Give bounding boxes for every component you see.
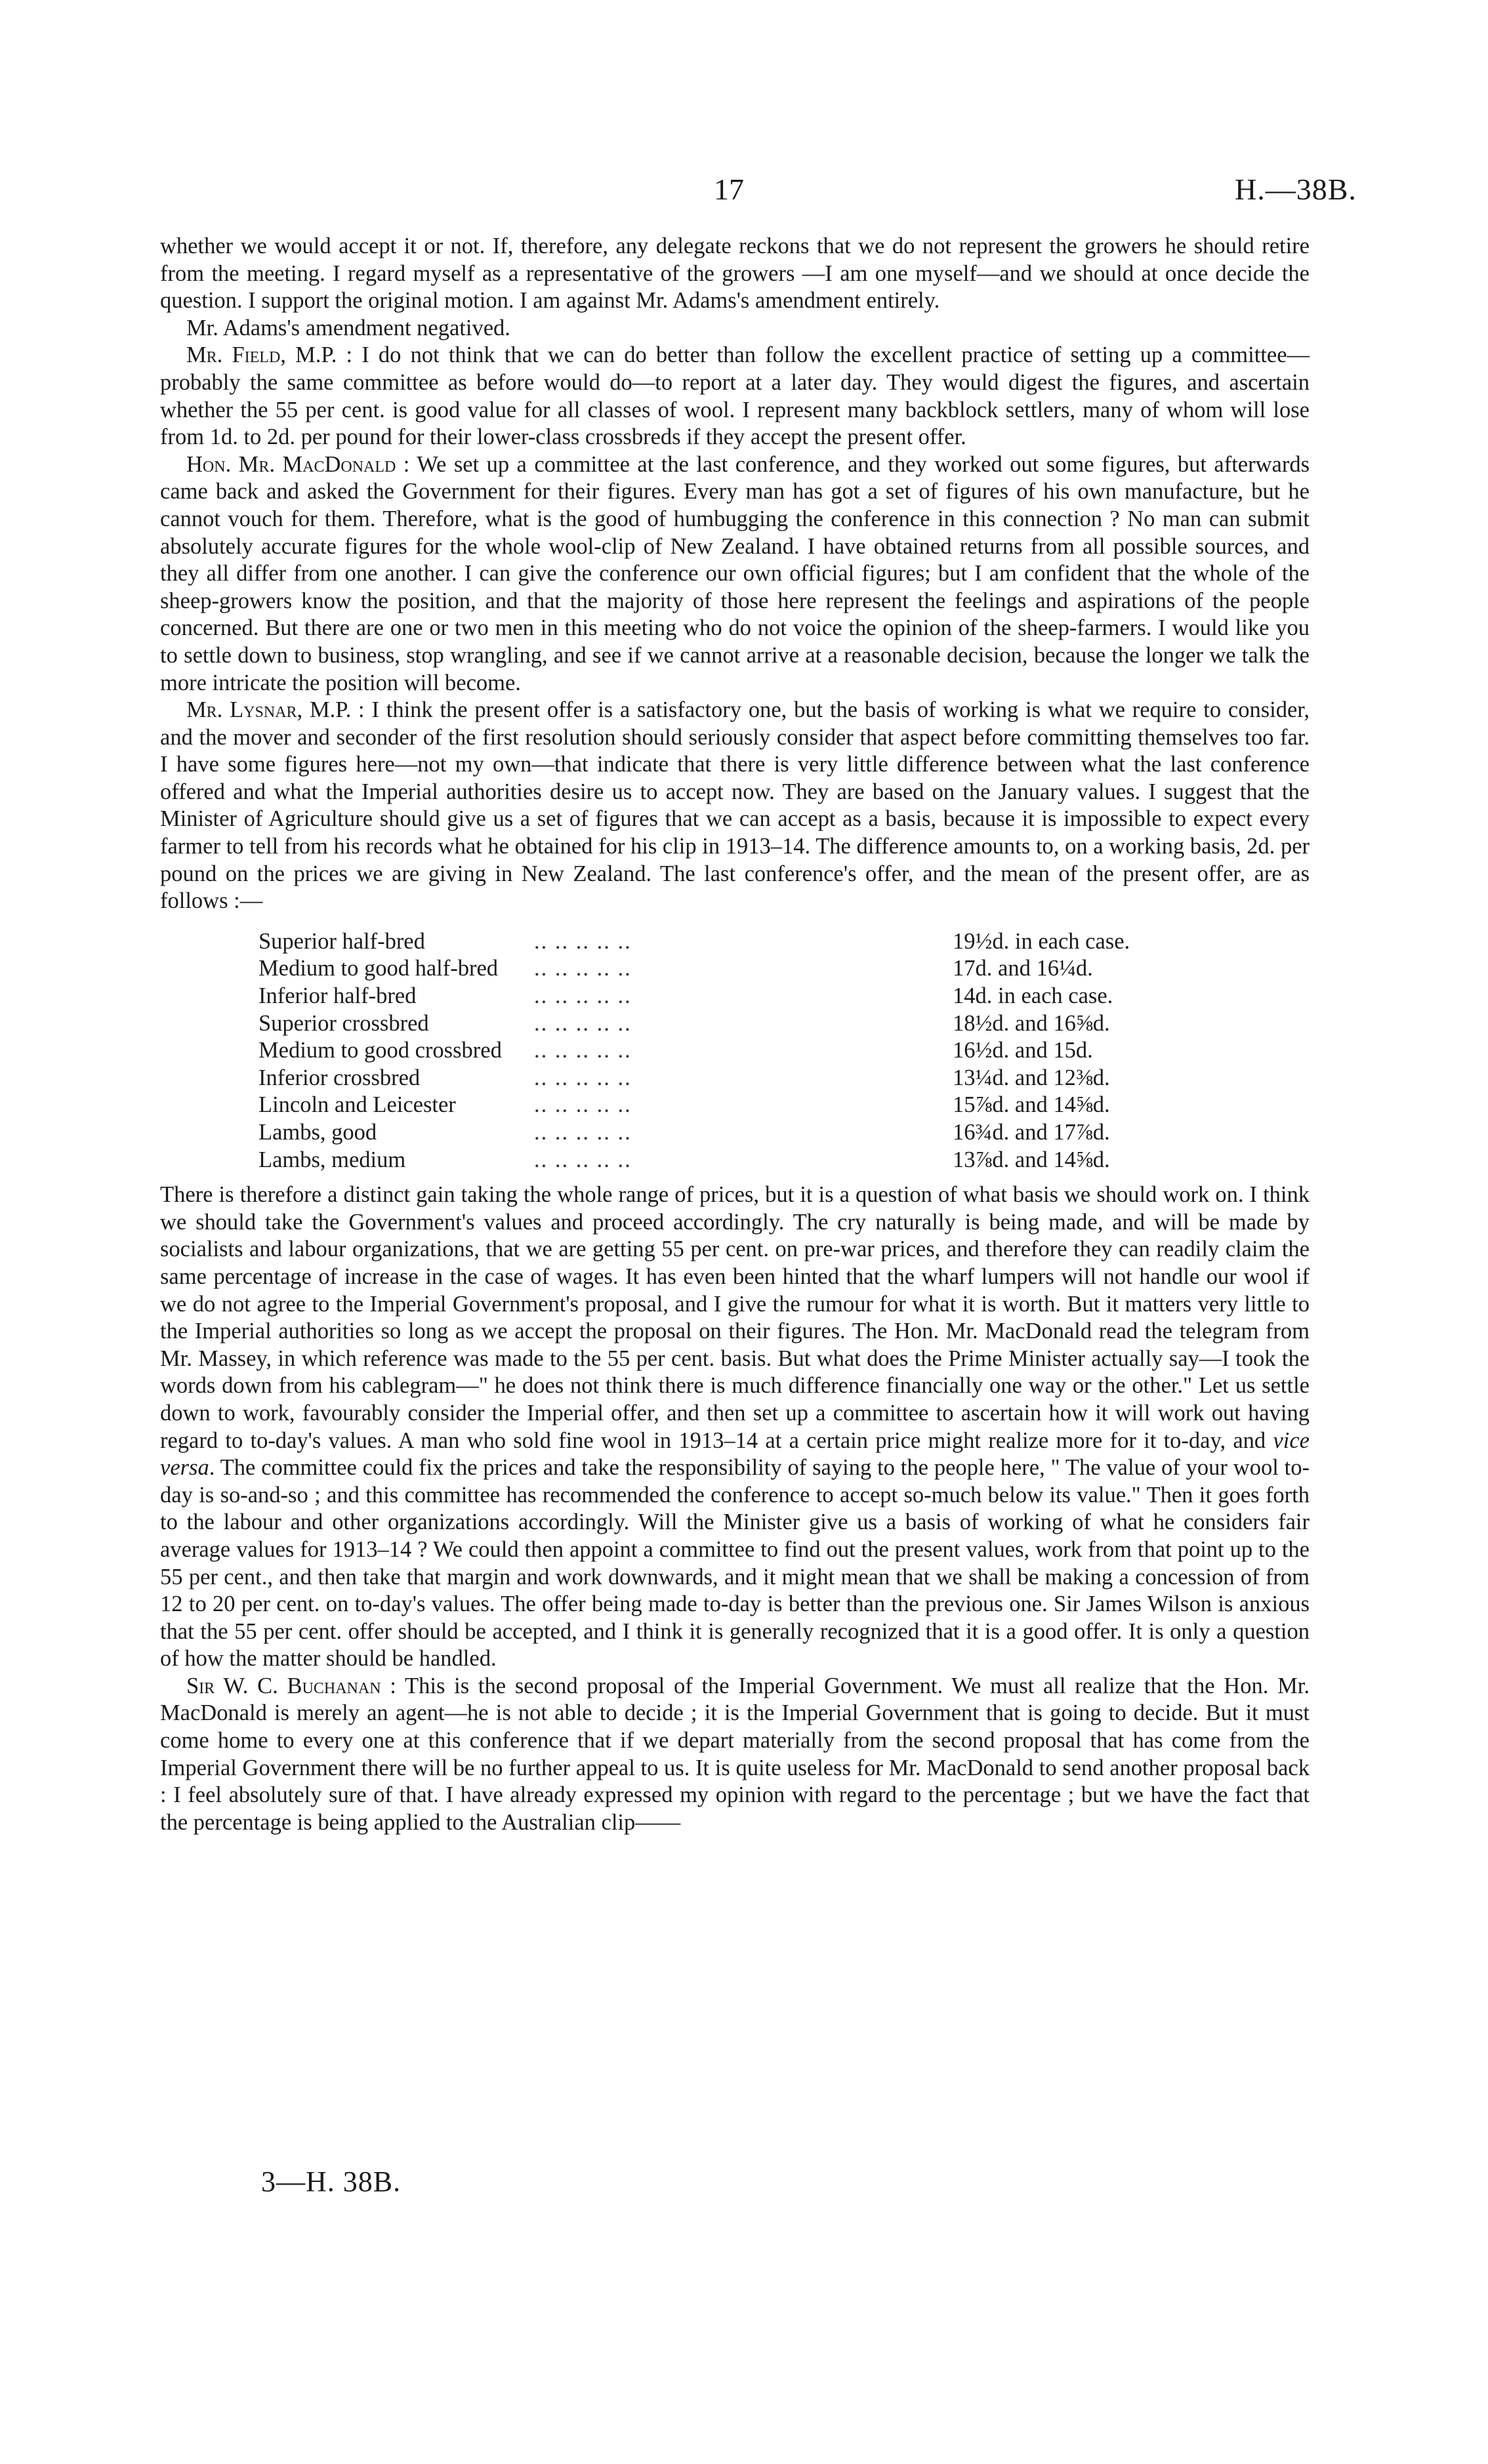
speech-text: I do not think that we can do better than follow the excellent practice of setting up a committee—probably the same committee as before would do—to report at a later day. They would digest the figures, and ascertain whether the 55 per cent. is good value for all classes of wool. I represent many backblock settlers, many of whom will lose from 1d. to 2d. per pound for their lower-class crossbreds if they accept the present offer. xyxy=(160,342,1310,450)
speech-text: We set up a committee at the last conference, and they worked out some figures, but afterwards came back and asked the Government for their figures. Every man has got a set of figures of his own manufacture, but he cannot vouch for them. Therefore, what is the good of humbugging the conference in this connection ? No man can submit absolutely accurate figures for the whole wool-clip of New Zealand. I have obtained returns from all possible sources, and they all differ from one another. I can give the conference our own official figures; but I am confident that the whole of the sheep-growers know the position, and that the majority of those here represent the feelings and aspirations of the people concerned. But there are one or two men in this meeting who do not voice the opinion of the sheep-farmers. I would like you to settle down to business, stop wrangling, and see if we cannot arrive at a reasonable decision, because the longer we talk the more intricate the position will become. xyxy=(160,451,1310,695)
price-row xyxy=(258,1092,1308,1119)
document-reference: H.—38B. xyxy=(1235,173,1357,206)
paragraph-lysnar xyxy=(160,697,1310,915)
wool-grade-label: Medium to good crossbred xyxy=(258,1038,502,1063)
dot-leader: .. .. .. .. .. xyxy=(534,1147,632,1172)
price-row xyxy=(258,1119,1308,1147)
dot-leader: .. .. .. .. .. xyxy=(534,983,632,1009)
price-value: 16½d. and 15d. xyxy=(953,1038,1093,1063)
price-table xyxy=(258,928,1308,1174)
price-value: 16¾d. and 17⅞d. xyxy=(953,1120,1110,1145)
dot-leader: .. .. .. .. .. xyxy=(534,1010,632,1036)
price-value: 18½d. and 16⅝d. xyxy=(953,1010,1110,1036)
wool-grade xyxy=(258,1037,953,1065)
wool-grade xyxy=(258,1065,953,1092)
wool-grade-label: Lambs, medium xyxy=(258,1147,406,1172)
dot-leader: .. .. .. .. .. xyxy=(534,1065,632,1090)
dot-leader: .. .. .. .. .. xyxy=(534,1038,632,1063)
speech-text: This is the second proposal of the Imperial Government. We must all realize that the Hon. Mr. MacDonald is merely an agent—he is not able to decide ; it is the Imperial Government that is going to decide. But it must come home to every one at this conference that if we depart materially from the second proposal that has come from the Imperial Government there will be no further appeal to us. It is quite useless for Mr. MacDonald to send another proposal back : I feel absolutely sure of that. I have already expressed my opinion with regard to the percentage ; but we have the fact that the percentage is being applied to the Australian clip—— xyxy=(160,1673,1310,1835)
wool-grade xyxy=(258,1010,953,1038)
price-value: 13⅞d. and 14⅝d. xyxy=(953,1147,1110,1172)
page-number: 17 xyxy=(714,173,744,206)
paragraph-buchanan xyxy=(160,1673,1310,1837)
paragraph-field xyxy=(160,342,1310,451)
speaker-name: Hon. Mr. MacDonald : xyxy=(186,451,410,477)
price-value: 17d. and 16¼d. xyxy=(953,956,1093,981)
wool-grade xyxy=(258,955,953,983)
paragraph-continuation: whether we would accept it or not. If, therefore, any delegate reckons that we do not represent the growers he should retire from the meeting. I regard myself as a representative of the growers —I am one myself—and we should at once decide the question. I support the original motion. I am against Mr. Adams's amendment entirely. xyxy=(160,234,1310,314)
speaker-name: Mr. Lysnar, M.P. : xyxy=(186,697,365,723)
price-value: 19½d. in each case. xyxy=(953,928,1130,954)
wool-grade xyxy=(258,928,953,956)
wool-grade-label: Inferior half-bred xyxy=(258,983,417,1009)
paragraph-macdonald xyxy=(160,451,1310,697)
price-row xyxy=(258,1010,1308,1038)
wool-grade-label: Medium to good half-bred xyxy=(258,956,499,981)
wool-grade-label: Lambs, good xyxy=(258,1120,377,1145)
wool-grade-label: Superior crossbred xyxy=(258,1010,429,1036)
dot-leader: .. .. .. .. .. xyxy=(534,1120,632,1145)
speech-text: I think the present offer is a satisfactory one, but the basis of working is what we require to consider, and the mover and seconder of the first resolution should seriously consider that aspect before committing themselves too far. I have some figures here—not my own—that indicate that there is very little difference between what the last conference offered and what the Imperial authorities desire us to accept now. They are based on the January values. I suggest that the Minister of Agriculture should give us a set of figures that we can accept as a basis, because it is impossible to expect every farmer to tell from his records what he obtained for his clip in 1913–14. The difference amounts to, on a working basis, 2d. per pound on the prices we are giving in New Zealand. The last conference's offer, and the mean of the present offer, are as follows :— xyxy=(160,697,1310,914)
wool-grade-label: Superior half-bred xyxy=(258,928,425,954)
speaker-name: Mr. Field, M.P. : xyxy=(186,342,353,368)
wool-grade-label: Lincoln and Leicester xyxy=(258,1092,456,1118)
paragraph-lysnar-continued xyxy=(160,1181,1310,1673)
wool-grade-label: Inferior crossbred xyxy=(258,1065,421,1090)
wool-grade xyxy=(258,1147,953,1174)
document-body xyxy=(160,233,1310,1836)
price-row xyxy=(258,983,1308,1010)
price-row xyxy=(258,928,1308,956)
price-value: 13¼d. and 12⅜d. xyxy=(953,1065,1110,1090)
dot-leader: .. .. .. .. .. xyxy=(534,956,632,981)
price-row xyxy=(258,955,1308,983)
italic-phrase: vice versa xyxy=(160,1427,1310,1481)
dot-leader: .. .. .. .. .. xyxy=(534,928,632,954)
speech-text: . The committee could fix the prices and take the responsibility of saying to the people here, " The value of your wool to-day is so-and-so ; and this committee has recommended the conference to accept so-much below its value." Then it goes forth to the labour and other organizations accordingly. Will the Minister give us a basis of working of what he considers fair average values for 1913–14 ? We could then appoint a committee to find out the present values, work from that point up to the 55 per cent., and then take that margin and work downwards, and it might mean that we shall be making a concession of from 12 to 20 per cent. on to-day's values. The offer being made to-day is better than the previous one. Sir James Wilson is anxious that the 55 per cent. offer should be accepted, and I think it is generally recognized that it is a good offer. It is only a question of how the matter should be handled. xyxy=(160,1455,1310,1672)
footer-signature: 3—H. 38B. xyxy=(261,2166,402,2198)
paragraph-amendment-result: Mr. Adams's amendment negatived. xyxy=(186,315,510,340)
wool-grade xyxy=(258,1092,953,1119)
price-row xyxy=(258,1147,1308,1174)
wool-grade xyxy=(258,1119,953,1147)
price-value: 15⅞d. and 14⅝d. xyxy=(953,1092,1110,1118)
dot-leader: .. .. .. .. .. xyxy=(534,1092,632,1118)
speaker-name: Sir W. C. Buchanan : xyxy=(186,1673,396,1698)
speech-text: There is therefore a distinct gain taking the whole range of prices, but it is a question of what basis we should work on. I think we should take the Government's values and proceed accordingly. The cry naturally is being made, and will be made by socialists and labour organizations, that we are getting 55 per cent. on pre-war prices, and therefore they can readily claim the same percentage of increase in the case of wages. It has even been hinted that the wharf lumpers will not handle our wool if we do not agree to the Imperial Government's proposal, and I give the rumour for what it is worth. But it matters very little to the Imperial authorities so long as we accept the proposal on their figures. The Hon. Mr. MacDonald read the telegram from Mr. Massey, in which reference was made to the 55 per cent. basis. But what does the Prime Minister actually say—I took the words down from his cablegram—" he does not think there is much difference financially one way or the other." Let us settle down to work, favourably consider the Imperial offer, and then set up a committee to ascertain how it will work out having regard to to-day's values. A man who sold fine wool in 1913–14 at a certain price might realize more for it to-day, and xyxy=(160,1182,1310,1453)
price-row xyxy=(258,1037,1308,1065)
price-row xyxy=(258,1065,1308,1092)
price-value: 14d. in each case. xyxy=(953,983,1113,1009)
wool-grade xyxy=(258,983,953,1010)
